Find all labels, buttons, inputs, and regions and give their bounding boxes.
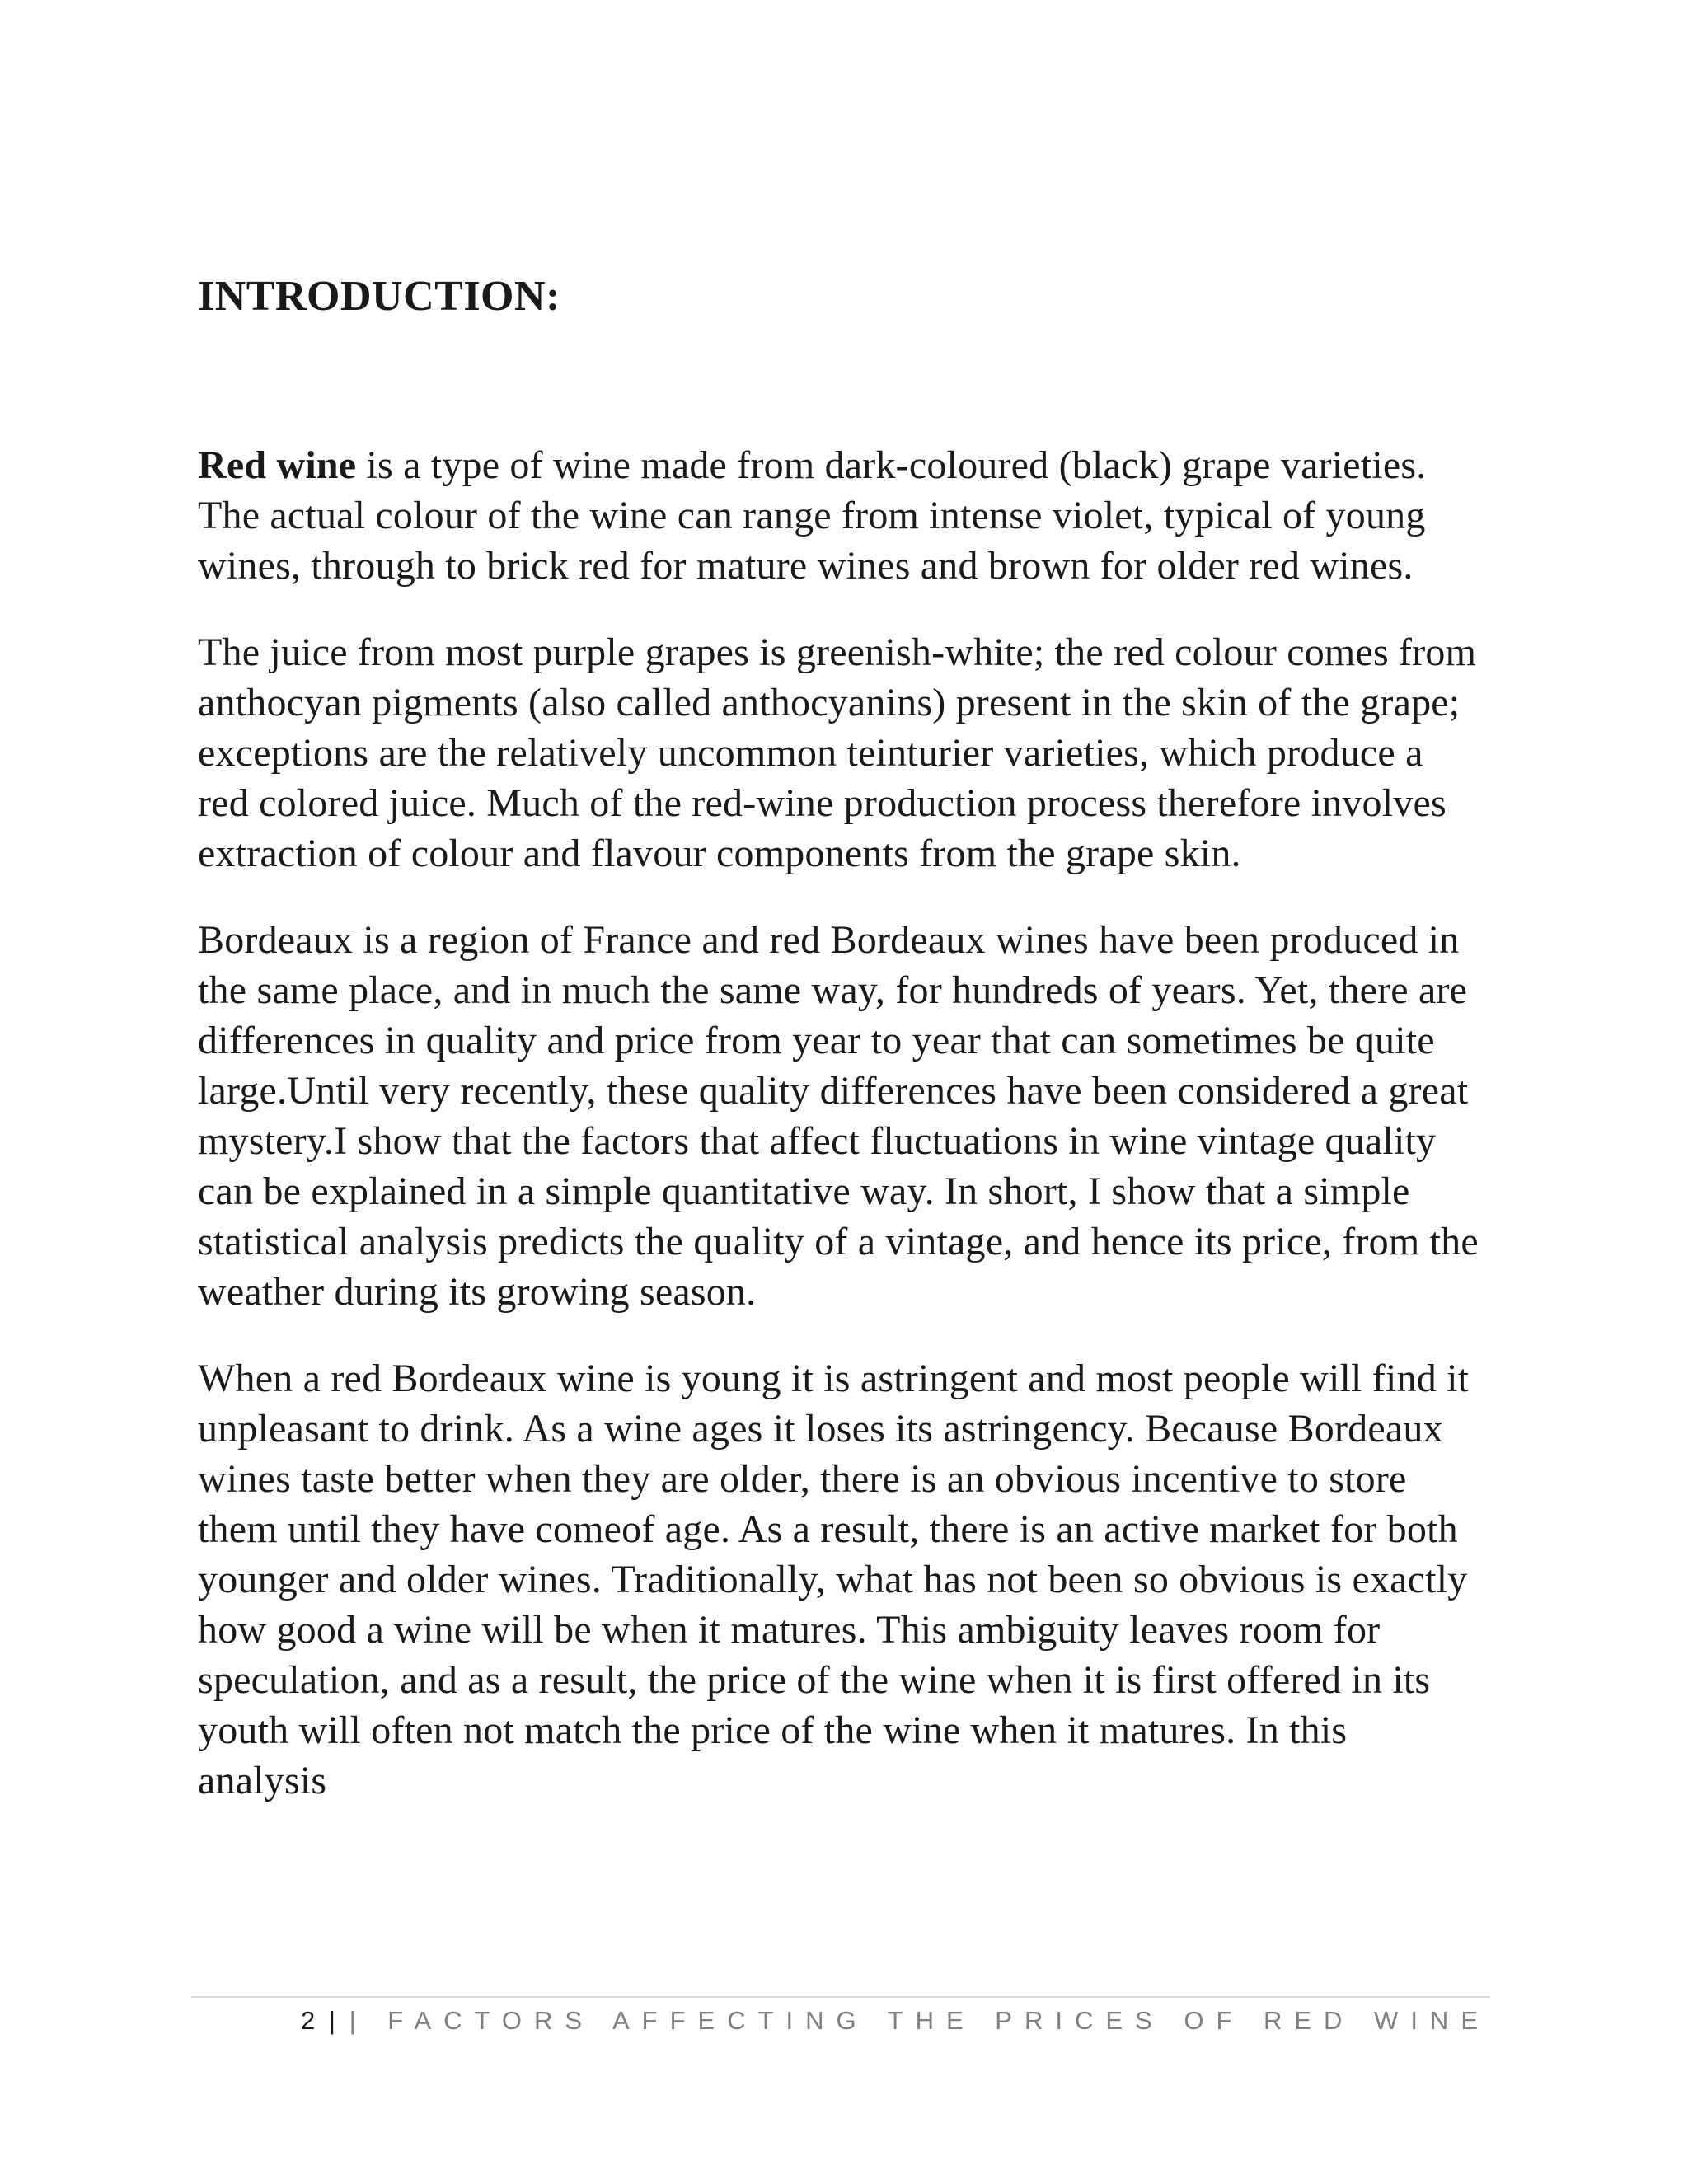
section-heading: INTRODUCTION: — [198, 273, 560, 320]
footer-divider — [191, 1996, 1490, 1998]
page-content — [198, 272, 1484, 1842]
term-red-wine: Red wine — [198, 443, 357, 487]
running-title: | FACTORS AFFECTING THE PRICES OF RED WINE — [349, 2006, 1490, 2035]
paragraph-aging-market: When a red Bordeaux wine is young it is astringent and most people will find it unpleasant to drink. As a wine ages it loses its astringency. Because Bordeaux wines taste better when they are older, there is an obvious incentive to store them until they have comeof age. As a result, there is an active market for both younger and older wines. Traditionally, what has not been so obvious is exactly how good a wine will be when it matures. This ambiguity leaves room for speculation, and as a result, the price of the wine when it is first offered in its youth will often not match the price of the wine when it matures. In this analysis — [198, 1357, 1470, 1802]
paragraph-grape-juice: The juice from most purple grapes is greenish-white; the red colour comes from anthocyan pigments (also called anthocyanins) present in the skin of the grape; exceptions are the relatively uncommon teinturier varieties, which produce a red colored juice. Much of the red-wine production process therefore involves extraction of colour and flavour components from the grape skin. — [198, 630, 1477, 875]
body-text — [198, 440, 1484, 1806]
page-number: 2 | — [301, 2006, 349, 2035]
paragraph-red-wine-definition — [198, 440, 1484, 591]
paragraph-bordeaux: Bordeaux is a region of France and red Bordeaux wines have been produced in the same place, and in much the same way, for hundreds of years. Yet, there are differences in quality and price from year to year that can sometimes be quite large.Until very recently, these quality differences have been considered a great mystery.I show that the factors that affect fluctuations in wine vintage quality can be explained in a simple quantitative way. In short, I show that a simple statistical analysis predicts the quality of a vintage, and hence its price, from the weather during its growing season. — [198, 918, 1479, 1314]
paragraph-text: is a type of wine made from dark-coloured (black) grape varieties. The actual colour of the wine can range from intense violet, typical of young wines, through to brick red for mature wines and brown for older red wines. — [198, 443, 1427, 588]
page-footer — [301, 2004, 1490, 2037]
